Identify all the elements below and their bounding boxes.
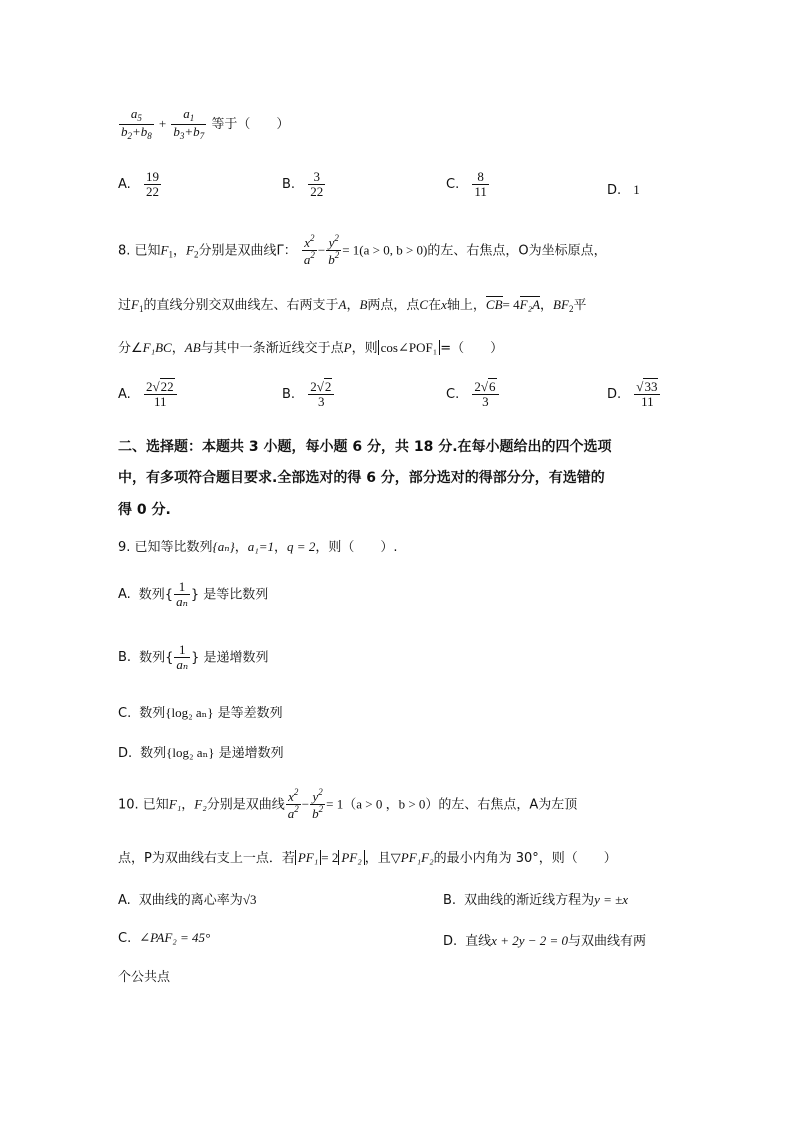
fraction-y2-b2: $\frac{y^2}{b^2}$ [328, 233, 340, 268]
q8-line-2: 过$F_1$的直线分别交双曲线左、右两支于A，B两点，点C在x轴上，CB= 4F₂A，$BF_2$平 [118, 297, 587, 314]
q7-option-a[interactable]: A. $\frac{19}{22}$ [118, 169, 159, 200]
fraction-x2-a2: $\frac{x^2}{a^2}$ [287, 787, 299, 822]
q7-option-b[interactable]: B. $\frac{3}{22}$ [282, 169, 324, 200]
fraction-a5-over-b2-b8: $\frac{a_5}{b_2+b_8}$ [121, 106, 152, 141]
section-2-heading-line-1: 二、选择题：本题共 3 小题，每小题 6 分，共 18 分.在每小题给出的四个选项 [118, 439, 612, 455]
fraction-x2-a2: $\frac{x^2}{a^2}$ [303, 233, 315, 268]
vector-cb: CB [485, 297, 503, 312]
q10-line-2: 点，P为双曲线右支上一点．若 PF₁ = 2 PF₂ ，且▽PF₁F₂的最小内角为 30°，则（ ） [118, 850, 617, 866]
fraction-y2-b2: $\frac{y^2}{b^2}$ [312, 787, 324, 822]
q7-suffix: 等于（ ） [211, 116, 290, 132]
q9-option-b[interactable]: B. 数列{ $\frac{1}{\text{aₙ}}$ } 是递增数列 [118, 642, 269, 673]
q10-option-d[interactable]: D. 直线x + 2y − 2 = 0与双曲线有两 [443, 933, 647, 949]
fraction-a1-over-b3-b7: $\frac{a_1}{b_3+b_7}$ [173, 106, 205, 141]
section-2-heading-line-2: 中，有多项符合题目要求.全部选对的得 6 分，部分选对的得部分分，有选错的 [118, 470, 605, 486]
q8-option-c[interactable]: C. $\frac{2√6}{3}$ [446, 380, 500, 410]
abs-cos-expression: cos∠POF₁ [378, 340, 441, 355]
q10-option-c[interactable]: C. ∠PAF₂ = 45° [118, 930, 211, 946]
vector-f2a: F₂A [519, 297, 541, 312]
q8-line-1: 8. 已知$F_1$，$F_2$分别是双曲线Γ： $\frac{x^2}{a^2}$ − $\frac{y^2}{b^2}$ = 1(a > 0, b > 0)的左、右焦点，O为坐标原点， [118, 233, 607, 268]
q8-line-3: 分∠F₁BC，AB与其中一条渐近线交于点P，则 cos∠POF₁ =（ ） [118, 340, 504, 356]
q9-option-d[interactable]: D. 数列{log₂ aₙ} 是递增数列 [118, 745, 284, 761]
q8-option-b[interactable]: B. $\frac{2√2}{3}$ [282, 380, 335, 410]
q10-option-d-continuation: 个公共点 [118, 970, 171, 985]
q7-option-c[interactable]: C. $\frac{8}{11}$ [446, 169, 487, 200]
q7-option-d[interactable]: D. 1 [607, 182, 640, 198]
q9-stem: 9. 已知等比数列{aₙ}，a₁=1，q = 2，则（ ）. [118, 539, 398, 555]
q9-option-a[interactable]: A. 数列{ $\frac{1}{\text{aₙ}}$ } 是等比数列 [118, 579, 269, 610]
q9-option-c[interactable]: C. 数列{log₂ aₙ} 是等差数列 [118, 705, 283, 721]
q8-option-d[interactable]: D. $\frac{√33}{11}$ [607, 380, 661, 410]
section-2-heading-line-3: 得 0 分. [118, 502, 171, 518]
q10-option-b[interactable]: B. 双曲线的渐近线方程为y = ±x [443, 892, 629, 908]
q8-option-a[interactable]: A. $\frac{2√22}{11}$ [118, 380, 178, 410]
q10-option-a[interactable]: A. 双曲线的离心率为√3 [118, 892, 257, 908]
q7-expression: $\frac{a_5}{b_2+b_8}$ + $\frac{a_1}{b_3+b_7}$ 等于（ ） [121, 106, 290, 141]
q10-line-1: 10. 已知F₁，F₂分别是双曲线 $\frac{x^2}{a^2}$ − $\frac{y^2}{b^2}$ = 1（a > 0 ，b > 0）的左、右焦点，A为左顶 [118, 787, 578, 822]
